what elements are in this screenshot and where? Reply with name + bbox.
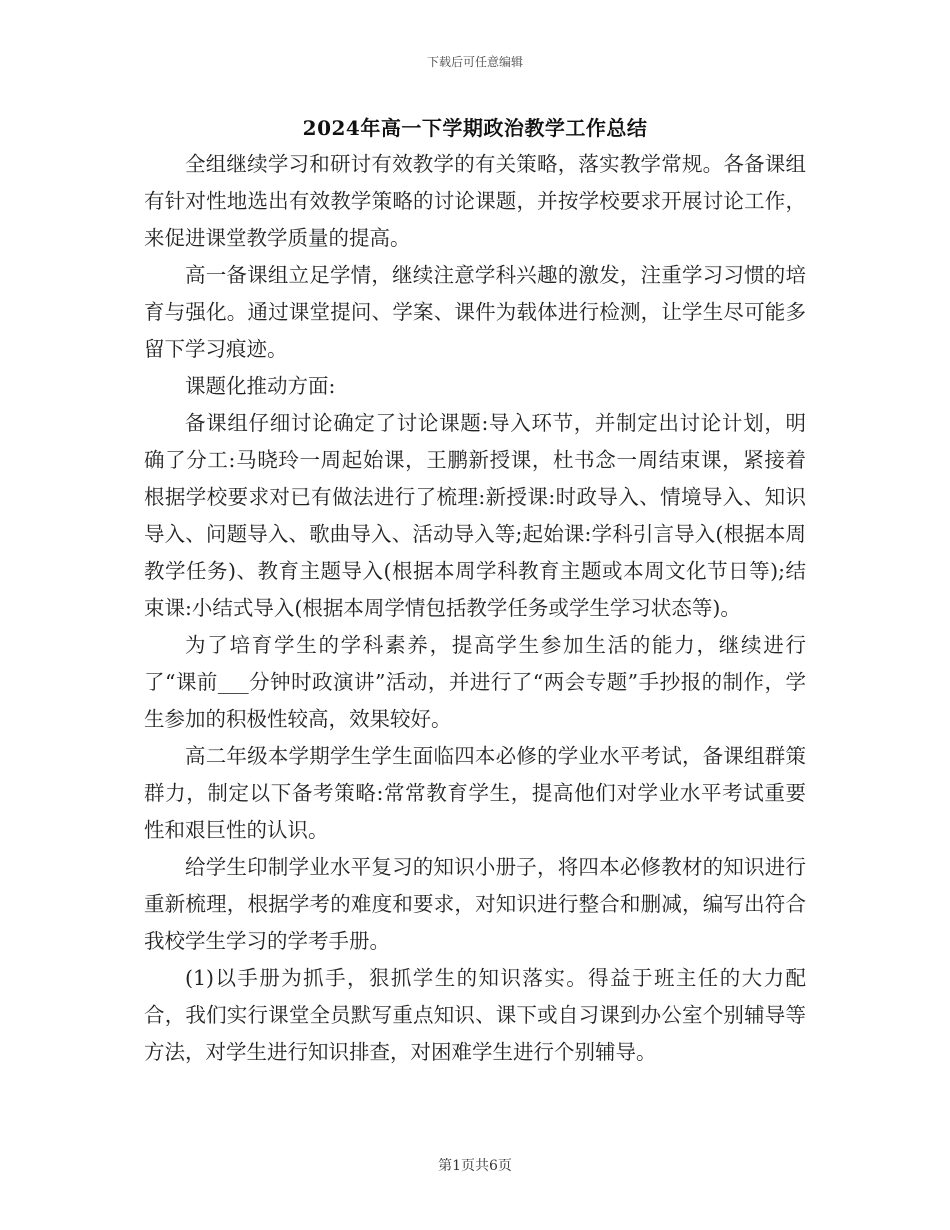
page-header-note: 下载后可任意编辑 (426, 55, 523, 69)
page-number-indicator: 第1页共6页 (438, 1158, 512, 1174)
document-title: 2024年高一下学期政治教学工作总结 (302, 116, 648, 140)
document-body (144, 146, 806, 1071)
paragraph: (1)以手册为抓手，狠抓学生的知识落实。得益于班主任的大力配合，我们实行课堂全员默写重点知识、课下或自习课到办公室个别辅导等方法，对学生进行知识排查，对困难学生进行个别辅导。 (144, 966, 806, 1064)
paragraph: 备课组仔细讨论确定了讨论课题:导入环节，并制定出讨论计划，明确了分工:马晓玲一周起始课，王鹏新授课，杜书念一周结束课，紧接着根据学校要求对已有做法进行了梳理:新授课:时政导入、情境导入、知识导入、问题导入、歌曲导入、活动导入等;起始课:学科引言导入(根据本周教学任务)、教育主题导入(根据本周学科教育主题或本周文化节日等);结束课:小结式导入(根据本周学情包括教学任务或学生学习状态等)。 (144, 411, 806, 620)
paragraph: 为了培育学生的学科素养，提高学生参加生活的能力，继续进行了“课前___分钟时政演讲”活动，并进行了“两会专题”手抄报的制作，学生参加的积极性较高，效果较好。 (144, 633, 806, 731)
paragraph: 课题化推动方面: (185, 374, 336, 398)
paragraph: 全组继续学习和研讨有效教学的有关策略，落实教学常规。各备课组有针对性地选出有效教学策略的讨论课题，并按学校要求开展讨论工作，来促进课堂教学质量的提高。 (144, 152, 806, 250)
paragraph: 高一备课组立足学情，继续注意学科兴趣的激发，注重学习习惯的培育与强化。通过课堂提问、学案、课件为载体进行检测，让学生尽可能多留下学习痕迹。 (144, 263, 806, 361)
paragraph: 高二年级本学期学生学生面临四本必修的学业水平考试，备课组群策群力，制定以下备考策略:常常教育学生，提高他们对学业水平考试重要性和艰巨性的认识。 (144, 744, 806, 842)
paragraph: 给学生印制学业水平复习的知识小册子，将四本必修教材的知识进行重新梳理，根据学考的难度和要求，对知识进行整合和删减，编写出符合我校学生学习的学考手册。 (144, 855, 806, 953)
